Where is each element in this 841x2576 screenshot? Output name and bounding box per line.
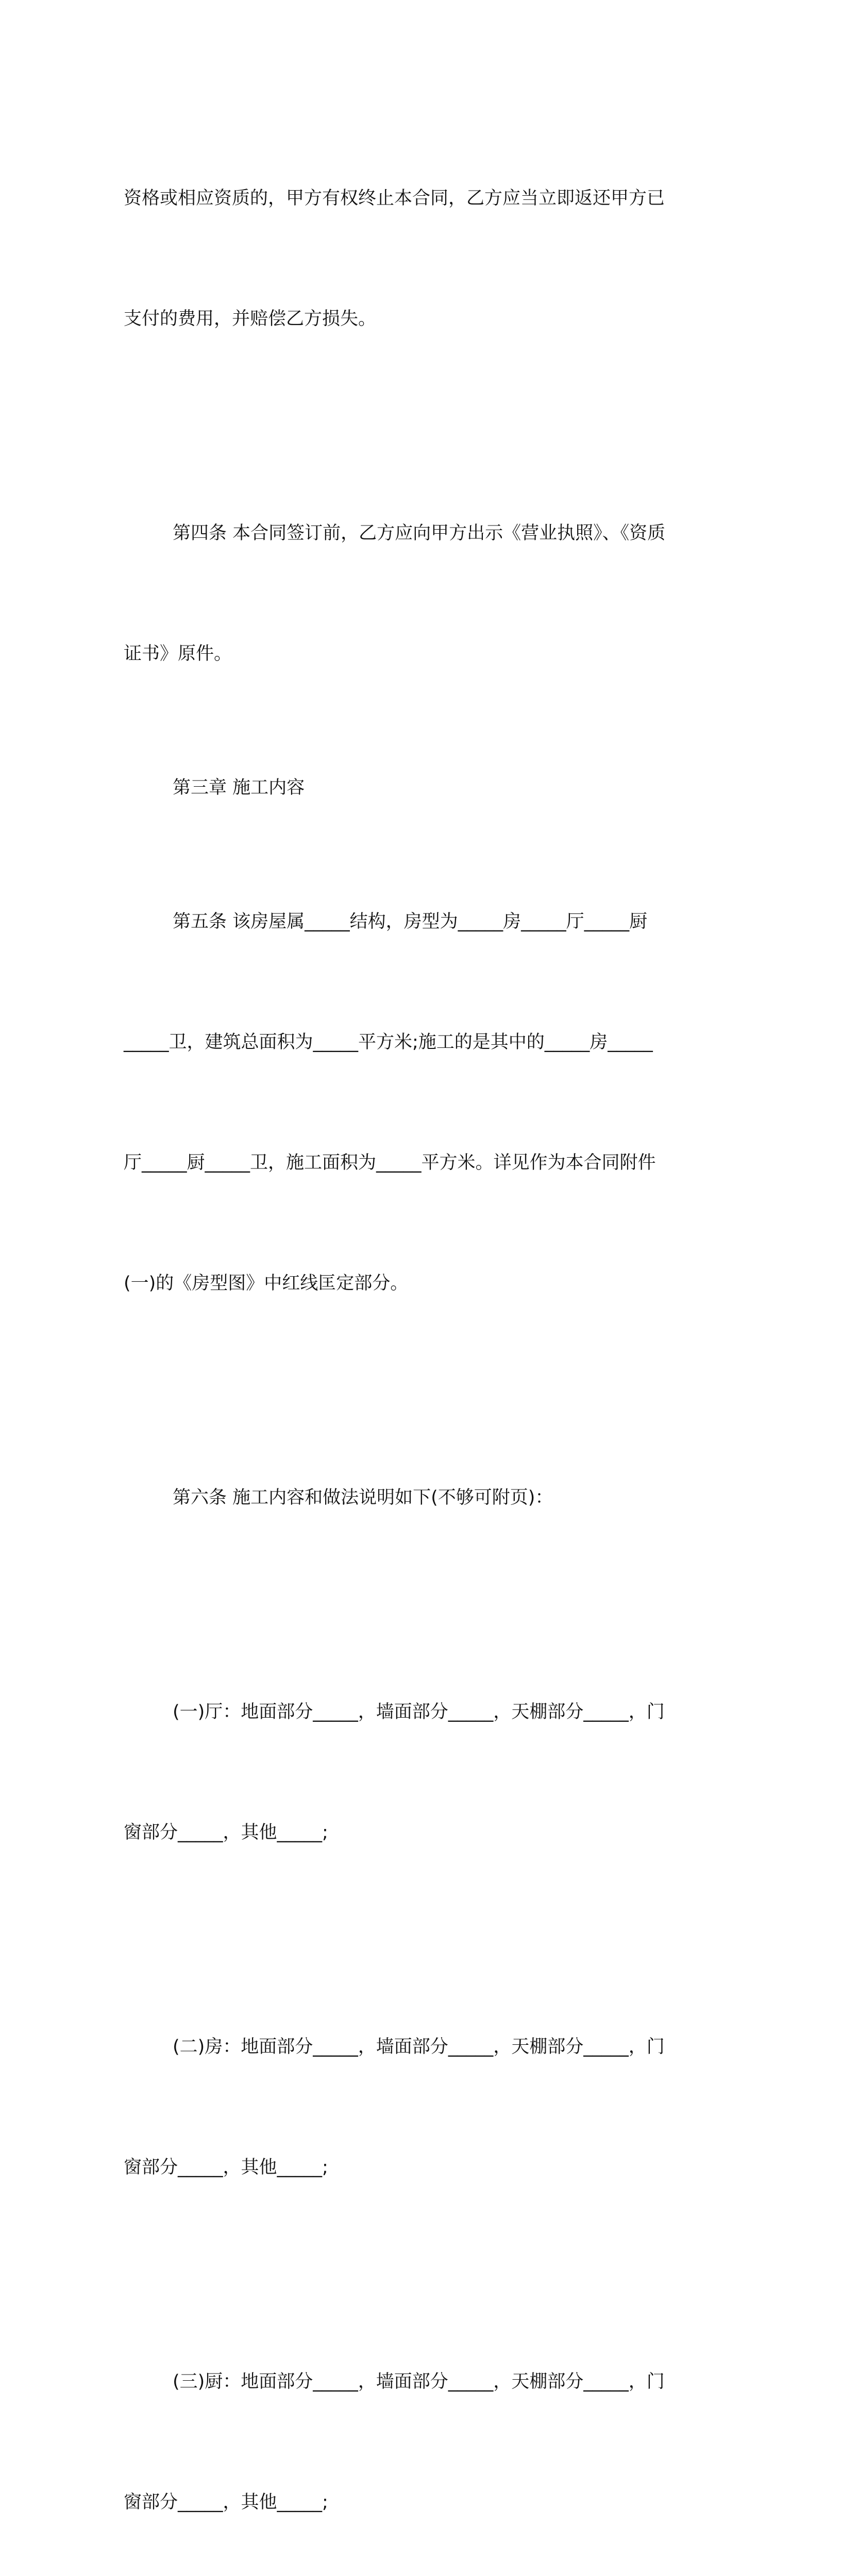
paragraph-termination xyxy=(124,98,716,419)
text-line: 证书》原件。 xyxy=(124,643,232,664)
text-line: (一)的《房型图》中红线匡定部分。 xyxy=(124,1273,409,1294)
text-line: _____卫，建筑总面积为_____平方米;施工的是其中的_____房_____ xyxy=(124,1032,653,1053)
article-4 xyxy=(124,433,716,754)
text-line: 第五条 该房屋属_____结构，房型为_____房_____厅_____厨 xyxy=(173,911,648,932)
text-line: (一)厅：地面部分_____，墙面部分_____，天棚部分_____，门 xyxy=(173,1702,665,1722)
chapter-3-heading: 第三章 施工内容 xyxy=(173,777,305,798)
item-kitchen xyxy=(124,2281,716,2576)
article-5 xyxy=(124,821,716,1384)
text-line: 第四条 本合同签订前，乙方应向甲方出示《营业执照》、《资质 xyxy=(173,523,666,544)
article-6 xyxy=(124,1397,716,1598)
text-line: 窗部分_____，其他_____; xyxy=(124,2157,328,2178)
text-line: (二)房：地面部分_____，墙面部分_____，天棚部分_____，门 xyxy=(173,2037,665,2057)
text-line: 窗部分_____，其他_____; xyxy=(124,1822,328,1843)
text-line: (三)厨：地面部分_____，墙面部分_____，天棚部分_____，门 xyxy=(173,2371,665,2392)
text-line: 厅_____厨_____卫，施工面积为_____平方米。详见作为本合同附件 xyxy=(124,1153,656,1173)
document-page xyxy=(124,98,716,2576)
item-hall xyxy=(124,1612,716,1933)
text-line: 窗部分_____，其他_____; xyxy=(124,2492,328,2513)
text-line: 支付的费用，并赔偿乙方损失。 xyxy=(124,309,377,329)
item-room xyxy=(124,1946,716,2268)
text-line: 资格或相应资质的，甲方有权终止本合同，乙方应当立即返还甲方已 xyxy=(124,188,665,209)
text-line: 第六条 施工内容和做法说明如下(不够可附页)： xyxy=(173,1487,553,1508)
